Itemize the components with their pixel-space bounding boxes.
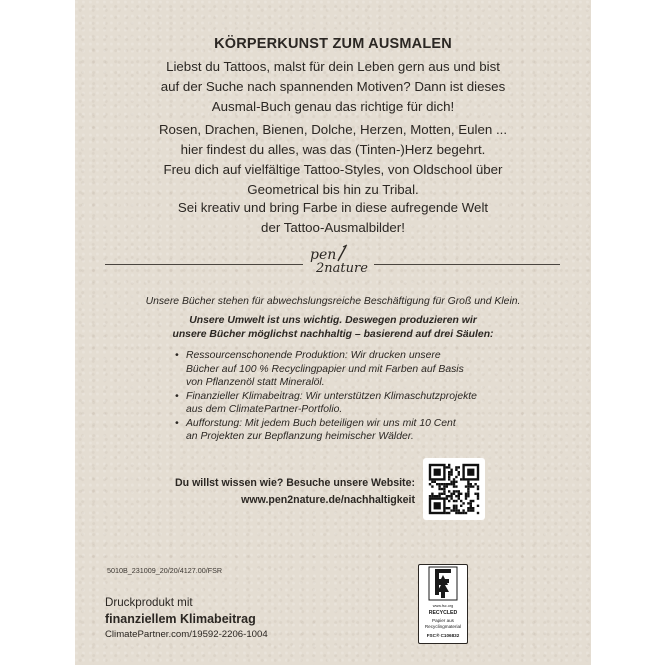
sustainability-bullet-list [175,349,575,444]
fsc-license-code: FSC® C106832 [426,633,460,638]
text-line: von Pflanzenöl statt Mineralöl. [186,377,325,388]
bullet-icon: • [175,350,179,361]
text-line: Geometrical bis hin zu Tribal. [247,182,419,197]
text-line: Unsere Umwelt ist uns wichtig. Deswegen produzieren wir [189,315,477,326]
text-line: Finanzieller Klimabeitrag: Wir unterstützen Klimaschutzprojekte [186,390,477,402]
print-notice-highlight: finanziellem Klimabeitrag [105,612,256,626]
book-back-cover [75,0,591,665]
website-link[interactable]: www.pen2nature.de/nachhaltigkeit [241,494,415,506]
text-line: aus dem ClimatePartner-Portfolio. [186,404,343,415]
divider-right [374,264,560,265]
text-line: Rosen, Drachen, Bienen, Dolche, Herzen, Motten, Eulen ... [158,122,508,137]
description-paragraph-2 [75,120,591,200]
sustainability-intro: Unsere Bücher stehen für abwechslungsreiche Beschäftigung für Groß und Klein. [145,296,521,307]
text-line: Papier aus [432,618,454,623]
list-item [175,390,575,417]
climate-partner-id: ClimatePartner.com/19592-2206-1004 [105,629,268,640]
bullet-icon: • [175,390,179,402]
text-line: Ausmal-Buch genau das richtige für dich! [211,99,455,114]
qr-code[interactable] [423,458,485,520]
text-line: an Projekten zur Bepflanzung heimischer Wälder. [186,431,414,442]
text-line: unsere Bücher möglichst nachhaltig – basierend auf drei Säulen: [172,328,494,340]
bullet-icon: • [175,417,179,429]
website-call-to-action [165,475,415,509]
climate-print-notice [105,595,268,643]
fsc-website: www.fsc.org [432,604,454,608]
text-line: Liebst du Tattoos, malst für dein Leben gern aus und bist [166,59,500,74]
description-paragraph-3 [75,198,591,238]
text-line: Aufforstung: Mit jedem Buch beteiligen wir uns mit 10 Cent [186,417,456,429]
text-line: Ressourcenschonende Produktion: Wir drucken unsere [186,350,441,361]
text-line: hier findest du alles, was das (Tinten-)Herz begehrt. [180,142,486,157]
cta-text: Du willst wissen wie? Besuche unsere Website: [175,477,415,489]
list-item [175,417,575,444]
print-notice-line: Druckprodukt mit [105,596,193,609]
cover-heading: KÖRPERKUNST ZUM AUSMALEN [214,36,452,52]
logo-pen-stroke-icon [336,244,348,262]
text-line: Bücher auf 100 % Recyclingpapier und mit Farben auf Basis [186,363,464,375]
divider-left [105,264,303,265]
fsc-recycled-subtitle [419,618,467,630]
sustainability-lead [75,314,591,341]
qr-code-icon [423,458,485,520]
logo-text-nature: 2nature [316,261,368,276]
fsc-tree-logo-icon [419,565,467,605]
logo-text-pen: pen [310,247,337,263]
fsc-recycled-label [418,564,468,644]
pen2nature-logo [304,245,374,279]
fsc-recycled-title: RECYCLED [428,610,458,616]
list-item [175,349,575,390]
text-line: auf der Suche nach spannenden Motiven? Dann ist dieses [160,79,506,94]
text-line: Freu dich auf vielfältige Tattoo-Styles, von Oldschool über [163,162,503,177]
description-paragraph-1 [75,57,591,117]
text-line: der Tattoo-Ausmalbilder! [261,220,405,235]
text-line: Recyclingmaterial [424,624,462,629]
text-line: Sei kreativ und bring Farbe in diese aufregende Welt [177,200,489,215]
product-code: 5010B_231009_20/20/4127.00/FSR [107,566,223,575]
